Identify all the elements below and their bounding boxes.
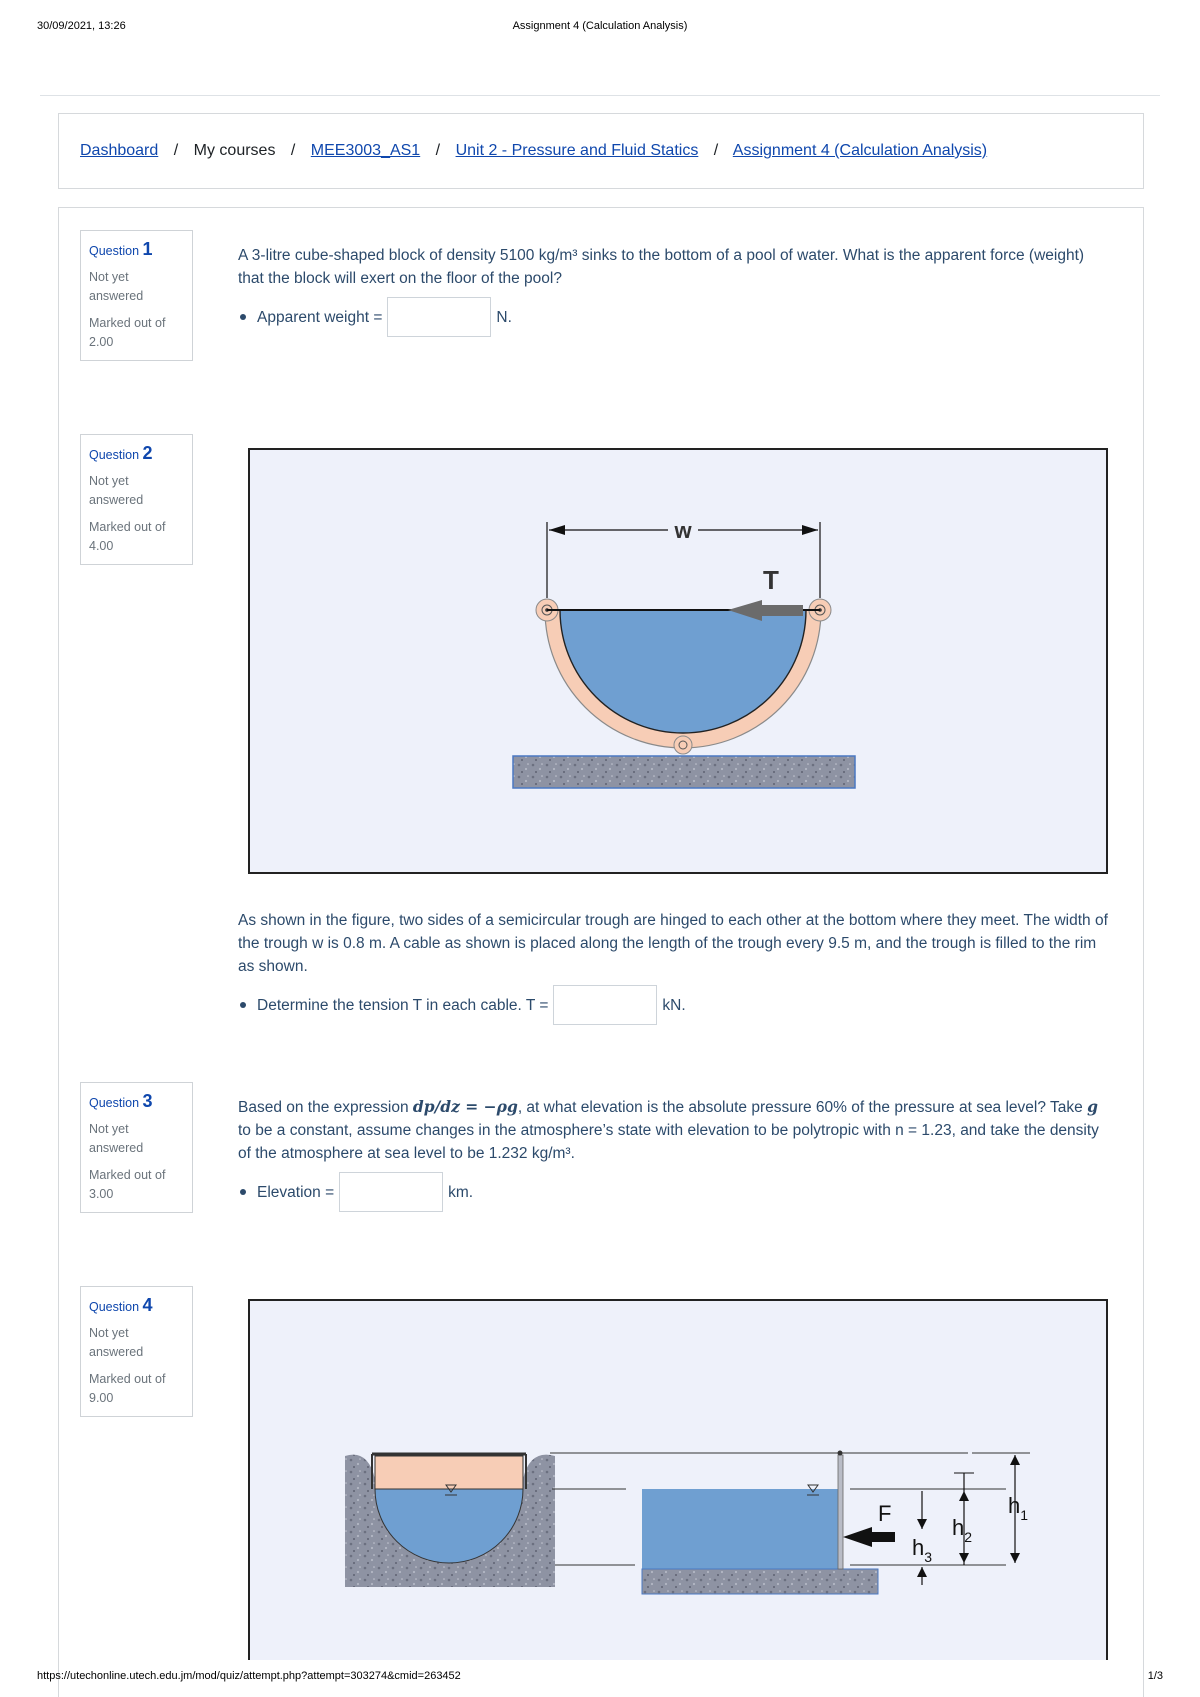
trough-figure xyxy=(248,448,1108,874)
page-number: 1/3 xyxy=(1147,1670,1163,1682)
tension-label: T xyxy=(763,565,779,595)
print-url: https://utechonline.utech.edu.jm/mod/quiz/attempt.php?attempt=303274&cmid=263452 xyxy=(37,1670,461,1682)
question-state: Not yet answered xyxy=(89,1122,144,1155)
apparent-weight-input[interactable] xyxy=(387,297,491,337)
question-body: As shown in the figure, two sides of a semicircular trough are hinged to each other at the bottom where they meet. The width of the trough w is 0.8 m. A cable as shown is placed along the length of the trough every 9.5 m, and the trough is filled to the rim as shown. xyxy=(238,912,1108,975)
left-oil-layer xyxy=(375,1456,523,1489)
force-label: F xyxy=(878,1501,892,1526)
breadcrumb-dashboard-link[interactable]: Dashboard xyxy=(80,142,159,159)
breadcrumb xyxy=(80,142,987,160)
trough-diagram xyxy=(250,450,1106,872)
answer-line xyxy=(238,1171,1108,1213)
answer-unit: N. xyxy=(496,308,512,326)
breadcrumb-course-link[interactable]: MEE3003_AS1 xyxy=(310,142,421,159)
breadcrumb-separator: / xyxy=(290,142,296,159)
right-ground xyxy=(642,1569,878,1594)
question-info-3 xyxy=(80,1082,193,1213)
breadcrumb-separator: / xyxy=(713,142,719,159)
answer-prompt: Apparent weight = xyxy=(257,308,383,326)
h2-label: $h_2$ xyxy=(952,1515,973,1545)
question-number: Question 1 xyxy=(89,239,153,259)
print-datetime: 30/09/2021, 13:26 xyxy=(37,20,126,32)
breadcrumb-separator: / xyxy=(435,142,441,159)
question-body: A 3-litre cube-shaped block of density 5100 kg/m³ sinks to the bottom of a pool of water. What is the apparent force (weight) that the block will exert on the floor of the pool? xyxy=(238,247,1085,287)
question-info-1 xyxy=(80,230,193,361)
tension-input[interactable] xyxy=(553,985,657,1025)
question-grade: Marked out of 2.00 xyxy=(89,316,166,349)
question-number: Question 4 xyxy=(89,1295,153,1315)
tank-figure xyxy=(248,1299,1108,1660)
question-state: Not yet answered xyxy=(89,1326,144,1359)
breadcrumb-assignment-link[interactable]: Assignment 4 (Calculation Analysis) xyxy=(732,142,988,159)
bullet xyxy=(240,1189,246,1195)
math-expression: dp/dz = −ρg xyxy=(412,1097,518,1116)
bullet xyxy=(240,1002,246,1008)
question-grade: Marked out of 4.00 xyxy=(89,520,166,553)
question-state: Not yet answered xyxy=(89,474,144,507)
bullet xyxy=(240,314,246,320)
answer-prompt: Elevation = xyxy=(257,1183,335,1201)
math-g: g xyxy=(1087,1097,1098,1116)
question-state: Not yet answered xyxy=(89,270,144,303)
right-water xyxy=(642,1489,838,1569)
print-header xyxy=(0,20,1200,40)
breadcrumb-unit-link[interactable]: Unit 2 - Pressure and Fluid Statics xyxy=(455,142,699,159)
print-title: Assignment 4 (Calculation Analysis) xyxy=(512,20,688,32)
width-label: w xyxy=(674,518,692,543)
question-grade: Marked out of 3.00 xyxy=(89,1168,166,1201)
question-body: Based on the expression dp/dz = −ρg, at what elevation is the absolute pressure 60% of the pressure at sea level? Take g to be a constant, assume changes in the atmosphere’s state with elevation to be polytropic with n = 1.23, and take the density of the atmosphere at sea level to be 1.232 kg/m³. xyxy=(238,1097,1099,1162)
question-info-4 xyxy=(80,1286,193,1417)
gate xyxy=(838,1455,843,1569)
question-number: Question 3 xyxy=(89,1091,153,1111)
h3-label: $h_3$ xyxy=(912,1535,933,1565)
question-info-2 xyxy=(80,434,193,565)
h1-label: $h_1$ xyxy=(1008,1493,1029,1523)
answer-prompt: Determine the tension T in each cable. T = xyxy=(257,996,549,1014)
ground-slab xyxy=(513,756,855,788)
breadcrumb-card xyxy=(58,113,1144,189)
tank-diagram xyxy=(250,1301,1106,1662)
answer-line xyxy=(238,984,1108,1026)
breadcrumb-my-courses: My courses xyxy=(193,142,276,159)
divider xyxy=(40,95,1160,96)
question-text-2 xyxy=(238,909,1108,1026)
question-text-3 xyxy=(238,1095,1108,1213)
force-arrow xyxy=(843,1527,895,1547)
question-text-1 xyxy=(238,244,1108,338)
question-grade: Marked out of 9.00 xyxy=(89,1372,166,1405)
answer-line xyxy=(238,296,1108,338)
question-number: Question 2 xyxy=(89,443,153,463)
answer-unit: kN. xyxy=(662,996,686,1014)
elevation-input[interactable] xyxy=(339,1172,443,1212)
answer-unit: km. xyxy=(448,1183,474,1201)
bottom-hinge xyxy=(674,736,692,754)
breadcrumb-separator: / xyxy=(173,142,179,159)
